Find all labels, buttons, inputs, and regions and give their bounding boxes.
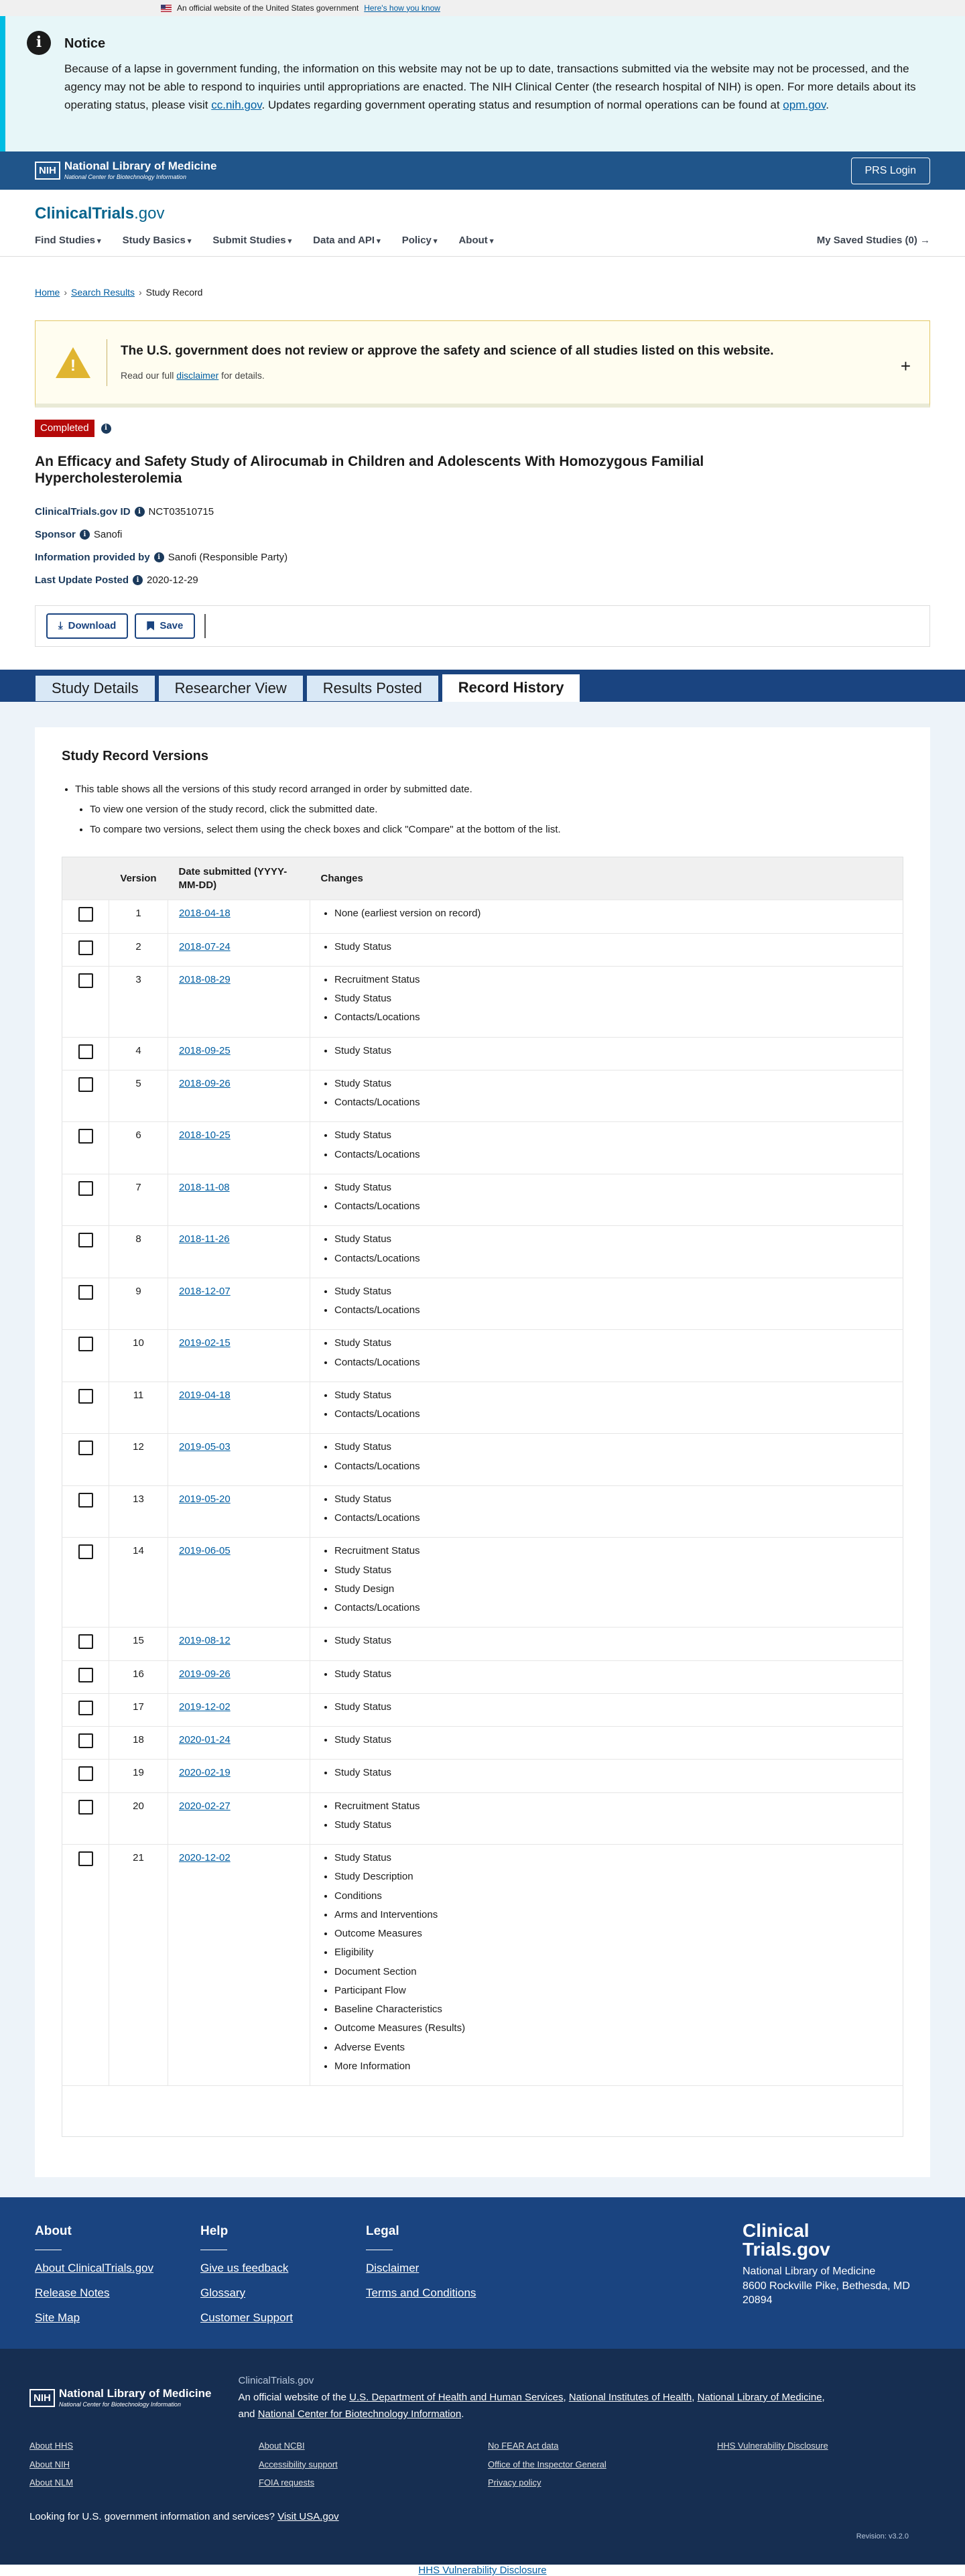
version-number: 14 [109, 1538, 168, 1628]
compare-checkbox[interactable] [78, 1129, 93, 1144]
version-number: 20 [109, 1792, 168, 1845]
versions-title: Study Record Versions [62, 748, 208, 763]
footer-release-notes[interactable]: Release Notes [35, 2286, 110, 2299]
version-number: 16 [109, 1660, 168, 1693]
site-header [0, 190, 965, 257]
how-you-know-link[interactable]: Here's how you know [364, 3, 440, 13]
version-date-link[interactable]: 2018-09-26 [179, 1077, 231, 1089]
change-item: • Contacts/Locations [334, 1460, 892, 1473]
disclaimer-alert [35, 320, 930, 408]
id-info-icon[interactable]: i [135, 507, 145, 517]
no-fear-link[interactable]: No FEAR Act data [488, 2441, 559, 2451]
version-date-link[interactable]: 2020-02-27 [179, 1800, 231, 1812]
compare-checkbox[interactable] [78, 1733, 93, 1748]
changes-list [334, 1181, 892, 1214]
change-item: • Contacts/Locations [334, 1096, 892, 1109]
about-nih-link[interactable]: About NIH [29, 2459, 70, 2469]
meta-sponsor: Sponsor i Sanofi [35, 528, 123, 540]
ncbi-link[interactable]: National Center for Biotechnology Information [257, 2408, 462, 2420]
footer-logo[interactable]: Clinical Trials.gov [743, 2220, 830, 2260]
change-item: • Study Status [334, 1819, 892, 1832]
changes-list [334, 1701, 892, 1714]
changes-list [334, 1493, 892, 1526]
change-item: • Arms and Interventions [334, 1908, 892, 1922]
table-row [62, 900, 903, 933]
changes-list [334, 940, 892, 954]
nav-submit-studies[interactable]: Submit Studies ▾ [212, 234, 292, 247]
version-number: 17 [109, 1693, 168, 1726]
changes-list [334, 1285, 892, 1318]
changes-list [334, 1668, 892, 1681]
sponsor-info-icon[interactable]: i [80, 530, 90, 540]
table-row [62, 1070, 903, 1122]
version-number: 10 [109, 1330, 168, 1382]
version-date-link[interactable]: 2018-09-25 [179, 1044, 231, 1056]
table-row [62, 1660, 903, 1693]
compare-checkbox[interactable] [78, 1668, 93, 1682]
version-date-link[interactable]: 2018-12-07 [179, 1285, 231, 1297]
changes-list [334, 1634, 892, 1648]
status-badge: Completed [35, 420, 94, 437]
change-item: • Outcome Measures (Results) [334, 2022, 892, 2035]
change-item: • Study Status [334, 1233, 892, 1246]
status-row [35, 420, 930, 437]
action-bar [35, 605, 930, 647]
version-date-link[interactable]: 2018-07-24 [179, 940, 231, 953]
change-item: • Participant Flow [334, 1984, 892, 1998]
col-changes: Changes [310, 857, 903, 900]
version-date-link[interactable]: 2020-02-19 [179, 1767, 231, 1779]
nih-link[interactable]: National Institutes of Health [568, 2391, 692, 2403]
record-tabs [0, 670, 965, 702]
version-date-link[interactable]: 2020-12-02 [179, 1852, 231, 1864]
compare-checkbox[interactable] [78, 1285, 93, 1300]
changes-list [334, 907, 892, 920]
accessibility-link[interactable]: Accessibility support [259, 2459, 338, 2469]
notice-banner [0, 16, 965, 151]
table-row [62, 1174, 903, 1226]
warning-icon: ! [56, 347, 90, 378]
col-version: Version [109, 857, 168, 900]
change-item: • Eligibility [334, 1946, 892, 1959]
versions-card [35, 727, 930, 2178]
versions-intro: • This table shows all the versions of this study record arranged in order by submitted date. • To view one version of the study record, click the submitted date. • To compare two versions, select them using the check boxes and click "Compare" at the bottom of the list. [75, 783, 903, 837]
nav-study-basics[interactable]: Study Basics ▾ [123, 234, 192, 247]
versions-table [62, 857, 903, 2137]
changes-list [334, 1233, 892, 1266]
changes-list [334, 1733, 892, 1747]
footer-help: Help Give us feedback Glossary Customer Support [200, 2223, 366, 2349]
compare-checkbox[interactable] [78, 1389, 93, 1404]
col-date: Date submitted (YYYY-MM-DD) [168, 857, 310, 900]
change-item: • Contacts/Locations [334, 1252, 892, 1266]
footer-support[interactable]: Customer Support [200, 2311, 293, 2324]
gov-banner [0, 0, 965, 16]
my-saved-studies-link[interactable]: My Saved Studies (0) → [816, 235, 930, 247]
table-row [62, 1278, 903, 1330]
info-icon: i [27, 31, 51, 55]
vulnerability-link[interactable]: HHS Vulnerability Disclosure [717, 2441, 828, 2451]
footer-terms[interactable]: Terms and Conditions [366, 2286, 476, 2299]
table-row [62, 1226, 903, 1278]
compare-checkbox[interactable] [78, 1233, 93, 1247]
compare-checkbox[interactable] [78, 1181, 93, 1196]
oig-link[interactable]: Office of the Inspector General [488, 2459, 606, 2469]
table-footer-row [62, 2086, 903, 2137]
version-number: 3 [109, 966, 168, 1037]
change-item: • Study Status [334, 992, 892, 1005]
change-item: • Recruitment Status [334, 973, 892, 987]
change-item: • More Information [334, 2060, 892, 2073]
compare-checkbox[interactable] [78, 1800, 93, 1815]
meta-last-update: Last Update Posted i 2020-12-29 [35, 574, 198, 586]
changes-list [334, 1077, 892, 1110]
change-item: • Contacts/Locations [334, 1356, 892, 1369]
tab-results-posted[interactable]: Results Posted [306, 675, 439, 702]
privacy-link[interactable]: Privacy policy [488, 2477, 541, 2488]
study-title: An Efficacy and Safety Study of Alirocumab in Children and Adolescents With Homozygous Familial Hypercholesterolemia [35, 454, 704, 487]
version-date-link[interactable]: 2018-10-25 [179, 1129, 231, 1142]
cc-nih-link[interactable]: cc.nih.gov [211, 99, 262, 112]
version-date-link[interactable]: 2018-11-26 [179, 1233, 230, 1245]
version-date-link[interactable]: 2018-04-18 [179, 908, 231, 920]
table-row [62, 1693, 903, 1726]
version-date-link[interactable]: 2018-11-08 [179, 1181, 230, 1193]
footer-feedback[interactable]: Give us feedback [200, 2261, 289, 2274]
alert-text: Read our full disclaimer for details. [121, 369, 265, 381]
foia-link[interactable]: FOIA requests [259, 2477, 315, 2488]
usa-gov-link[interactable]: Visit USA.gov [277, 2511, 339, 2523]
nav-find-studies[interactable]: Find Studies ▾ [35, 234, 101, 247]
version-date-link[interactable]: 2019-05-20 [179, 1493, 231, 1505]
version-number: 2 [109, 933, 168, 966]
nlm-footer-logo[interactable]: NIH National Library of Medicine National Center for Biotechnology Information [29, 2373, 212, 2422]
changes-list [334, 1337, 892, 1369]
change-item: • Document Section [334, 1965, 892, 1979]
tab-researcher-view[interactable]: Researcher View [158, 675, 304, 702]
tab-record-history[interactable]: Record History [442, 674, 581, 702]
alert-title: The U.S. government does not review or approve the safety and science of all studies listed on this website. [121, 344, 774, 359]
footer-link-grid [29, 2440, 936, 2496]
change-item: • Contacts/Locations [334, 1304, 892, 1317]
table-row [62, 1628, 903, 1660]
change-item: • Study Status [334, 1493, 892, 1506]
change-item: • Study Status [334, 1129, 892, 1142]
about-ncbi-link[interactable]: About NCBI [259, 2441, 305, 2451]
notice-text: Because of a lapse in government funding, the information on this website may not be up to date, transactions submitted via the website may not be processed, and the agency may not be able to respond to inquiries until appropriations are enacted. The NIH Clinical Center (the research hospital of NIH) is open. For more details about its operating status, please visit cc.nih.gov. Updates regarding government operating status and resumption of normal operations can be found at opm.gov. [64, 62, 916, 112]
table-row [62, 1485, 903, 1538]
usa-gov-text: Looking for U.S. government information and services? Visit USA.gov [29, 2511, 339, 2523]
version-date-link[interactable]: 2018-08-29 [179, 973, 231, 985]
about-hhs-link[interactable]: About HHS [29, 2441, 74, 2451]
change-item: • Study Status [334, 1337, 892, 1350]
footer-about-link[interactable]: About ClinicalTrials.gov [35, 2261, 153, 2274]
nlm-footer [0, 2349, 965, 2565]
save-button[interactable]: Save [135, 613, 195, 639]
official-statement: ClinicalTrials.gov An official website of the U.S. Department of Health and Human Services, National Institutes of Health, National Library of Medicine, and National Center for Biotechnology Information. [238, 2375, 825, 2420]
change-item: • Study Status [334, 1285, 892, 1298]
version-number: 9 [109, 1278, 168, 1330]
compare-checkbox[interactable] [78, 1493, 93, 1508]
changes-list [334, 1800, 892, 1833]
table-row [62, 1538, 903, 1628]
change-item: • Study Status [334, 1564, 892, 1577]
changes-list [334, 973, 892, 1025]
toolbar-divider [204, 614, 206, 638]
version-number: 6 [109, 1122, 168, 1174]
nav-about[interactable]: About ▾ [458, 234, 493, 247]
opm-link[interactable]: opm.gov [783, 99, 826, 112]
change-item: • Contacts/Locations [334, 1512, 892, 1525]
table-row [62, 933, 903, 966]
table-row [62, 1122, 903, 1174]
compare-checkbox[interactable] [78, 907, 93, 922]
nlm-logo[interactable]: NIH National Library of Medicine National Center for Biotechnology Information [35, 160, 217, 181]
nlm-bar [0, 151, 965, 190]
change-item: • Study Design [334, 1583, 892, 1596]
change-item: • Study Status [334, 1181, 892, 1194]
change-item: • Study Status [334, 1634, 892, 1648]
compare-checkbox[interactable] [78, 1544, 93, 1559]
nlm-link[interactable]: National Library of Medicine [697, 2391, 822, 2403]
compare-checkbox[interactable] [78, 973, 93, 988]
changes-list [334, 1544, 892, 1615]
changes-list [334, 1389, 892, 1422]
version-number: 15 [109, 1628, 168, 1660]
compare-checkbox[interactable] [78, 940, 93, 955]
footer-about: About About ClinicalTrials.gov Release Notes Site Map [35, 2223, 200, 2349]
version-number: 5 [109, 1070, 168, 1122]
version-date-link[interactable]: 2020-01-24 [179, 1734, 231, 1746]
change-item: • None (earliest version on record) [334, 907, 892, 920]
change-item: • Study Status [334, 940, 892, 954]
footer-legal: Legal Disclaimer Terms and Conditions [366, 2223, 531, 2349]
table-row [62, 1330, 903, 1382]
change-item: • Study Status [334, 1440, 892, 1454]
compare-checkbox[interactable] [78, 1044, 93, 1059]
hhs-link[interactable]: U.S. Department of Health and Human Services [349, 2391, 564, 2403]
version-date-link[interactable]: 2019-05-03 [179, 1441, 231, 1453]
change-item: • Study Status [334, 1733, 892, 1747]
change-item: • Recruitment Status [334, 1544, 892, 1558]
version-date-link[interactable]: 2019-04-18 [179, 1389, 231, 1401]
version-number: 1 [109, 900, 168, 933]
compare-checkbox[interactable] [78, 1766, 93, 1781]
main-nav [35, 234, 930, 247]
changes-list [334, 1851, 892, 2073]
site-footer [0, 2197, 965, 2349]
table-row [62, 1760, 903, 1792]
change-item: • Contacts/Locations [334, 1408, 892, 1421]
status-info-icon[interactable]: i [101, 424, 111, 434]
download-icon: ⤓ [58, 620, 63, 632]
breadcrumb-current: Study Record [145, 287, 203, 298]
version-date-link[interactable]: 2019-08-12 [179, 1635, 231, 1647]
footer-site-map[interactable]: Site Map [35, 2311, 80, 2324]
change-item: • Contacts/Locations [334, 1011, 892, 1024]
changes-list [334, 1044, 892, 1058]
version-number: 4 [109, 1037, 168, 1070]
table-row [62, 966, 903, 1037]
nav-policy[interactable]: Policy ▾ [402, 234, 438, 247]
hhs-vulnerability-link[interactable]: HHS Vulnerability Disclosure [418, 2565, 547, 2576]
prs-login-button[interactable]: PRS Login [851, 158, 931, 184]
footer-address: Clinical Trials.gov National Library of Medicine 8600 Rockville Pike, Bethesda, MD 20894 [743, 2220, 910, 2307]
version-number: 13 [109, 1485, 168, 1538]
change-item: • Outcome Measures [334, 1927, 892, 1941]
footer-disclaimer[interactable]: Disclaimer [366, 2261, 420, 2274]
change-item: • Study Status [334, 1389, 892, 1402]
version-date-link[interactable]: 2019-06-05 [179, 1545, 231, 1557]
version-number: 19 [109, 1760, 168, 1792]
table-row [62, 1382, 903, 1434]
update-info-icon[interactable]: i [133, 575, 143, 585]
change-item: • Contacts/Locations [334, 1601, 892, 1615]
changes-list [334, 1766, 892, 1780]
breadcrumb: Home › Search Results › Study Record [35, 287, 203, 298]
table-row [62, 1727, 903, 1760]
meta-id: ClinicalTrials.gov ID i NCT03510715 [35, 505, 214, 517]
nav-data-api[interactable]: Data and API ▾ [313, 234, 381, 247]
tab-study-details[interactable]: Study Details [35, 675, 155, 702]
about-nlm-link[interactable]: About NLM [29, 2477, 74, 2488]
change-item: • Study Description [334, 1870, 892, 1884]
expand-plus-icon[interactable]: + [900, 356, 911, 376]
hhs-vulnerability-bar [0, 2565, 965, 2576]
compare-checkbox[interactable] [78, 1337, 93, 1351]
change-item: • Study Status [334, 1701, 892, 1714]
changes-list [334, 1440, 892, 1473]
compare-checkbox[interactable] [78, 1440, 93, 1455]
compare-checkbox[interactable] [78, 1701, 93, 1715]
bookmark-icon [147, 621, 154, 631]
change-item: • Study Status [334, 1668, 892, 1681]
change-item: • Contacts/Locations [334, 1148, 892, 1162]
version-number: 7 [109, 1174, 168, 1226]
change-item: • Study Status [334, 1851, 892, 1865]
version-number: 18 [109, 1727, 168, 1760]
change-item: • Contacts/Locations [334, 1200, 892, 1213]
change-item: • Baseline Characteristics [334, 2003, 892, 2016]
version-number: 8 [109, 1226, 168, 1278]
clinicaltrials-logo[interactable]: ClinicalTrials.gov [35, 204, 165, 223]
change-item: • Adverse Events [334, 2041, 892, 2054]
change-item: • Study Status [334, 1044, 892, 1058]
footer-glossary[interactable]: Glossary [200, 2286, 246, 2299]
version-number: 21 [109, 1845, 168, 2086]
change-item: • Study Status [334, 1766, 892, 1780]
table-row [62, 1037, 903, 1070]
version-number: 11 [109, 1382, 168, 1434]
compare-checkbox[interactable] [78, 1851, 93, 1866]
change-item: • Study Status [334, 1077, 892, 1091]
compare-checkbox[interactable] [78, 1634, 93, 1649]
change-item: • Conditions [334, 1890, 892, 1903]
version-date-link[interactable]: 2019-09-26 [179, 1668, 231, 1680]
meta-info-provided: Information provided by i Sanofi (Responsible Party) [35, 551, 288, 563]
download-button[interactable]: ⤓ Download [46, 613, 128, 639]
gov-banner-text: An official website of the United States government [177, 3, 359, 13]
changes-list [334, 1129, 892, 1162]
compare-checkbox[interactable] [78, 1077, 93, 1092]
disclaimer-link[interactable]: disclaimer [176, 369, 219, 381]
notice-title: Notice [64, 36, 106, 51]
version-date-link[interactable]: 2019-12-02 [179, 1701, 231, 1713]
table-row [62, 1845, 903, 2086]
provider-info-icon[interactable]: i [154, 552, 164, 562]
revision-text: Revision: v3.2.0 [856, 2532, 909, 2541]
change-item: • Recruitment Status [334, 1800, 892, 1813]
table-row [62, 1434, 903, 1486]
version-number: 12 [109, 1434, 168, 1486]
record-history-section [0, 702, 965, 2198]
breadcrumb-search-results[interactable]: Search Results [71, 287, 135, 298]
table-row [62, 1792, 903, 1845]
breadcrumb-home[interactable]: Home [35, 287, 60, 298]
us-flag-icon [161, 5, 172, 12]
version-date-link[interactable]: 2019-02-15 [179, 1337, 231, 1349]
